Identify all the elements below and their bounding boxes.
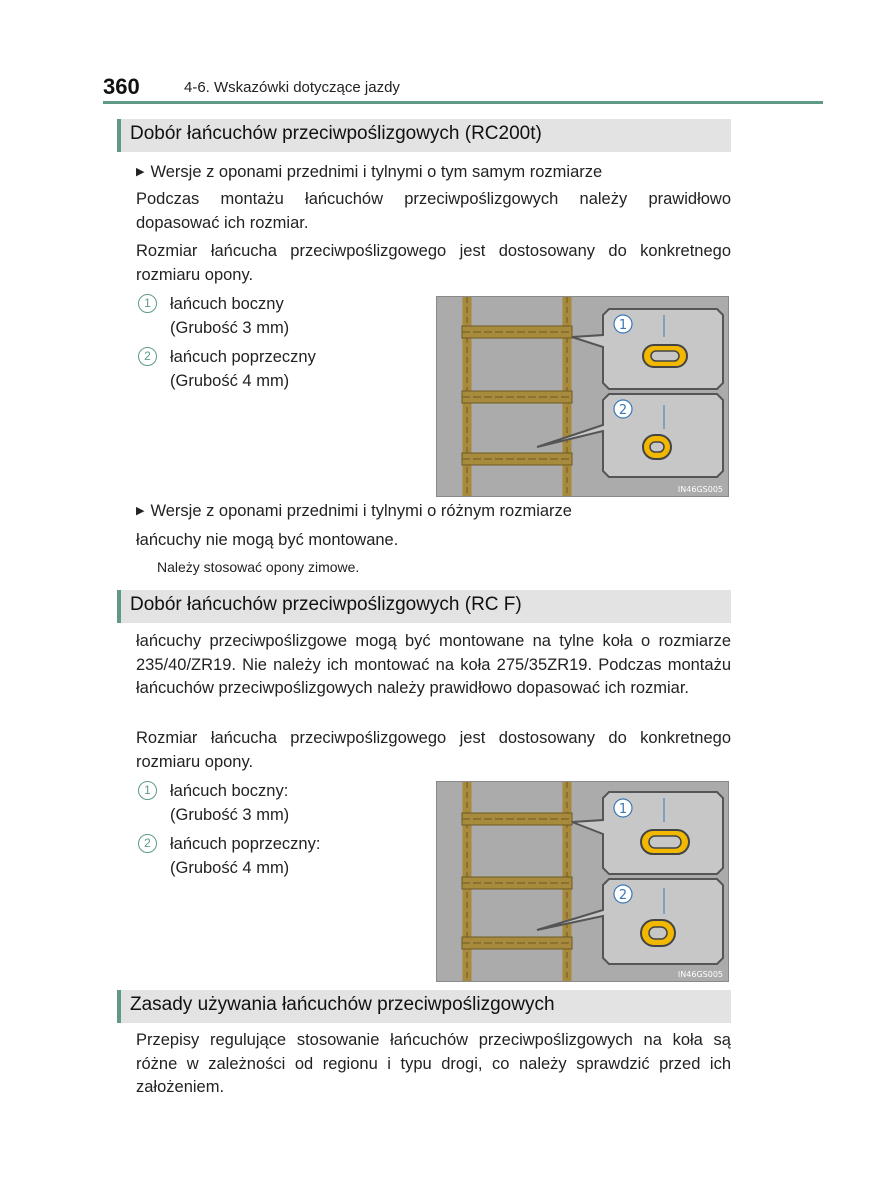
paragraph: Podczas montażu łańcuchów przeciwpoślizgowych należy prawidłowo dopasować ich rozmiar. <box>136 190 731 232</box>
header-rule <box>103 101 823 104</box>
bullet-different-size <box>136 500 572 523</box>
svg-text:1: 1 <box>618 318 628 333</box>
bullet-same-size <box>136 161 602 184</box>
triangle-bullet-icon: ▶ <box>136 505 145 517</box>
callout-label: łańcuch boczny: <box>170 782 289 800</box>
section-heading-rules <box>117 990 731 1023</box>
callout-label: łańcuch poprzeczny: <box>170 835 321 853</box>
running-title: 4-6. Wskazówki dotyczące jazdy <box>184 79 400 96</box>
section-title: Dobór łańcuchów przeciwpoślizgowych (RC200t) <box>130 123 542 144</box>
page-number: 360 <box>103 74 140 99</box>
callout-item <box>136 345 426 393</box>
section-title: Zasady używania łańcuchów przeciwpoślizgowych <box>130 994 555 1015</box>
callout-number: 2 <box>138 347 157 366</box>
bullet-text: Wersje z oponami przednimi i tylnymi o tym samym rozmiarze <box>150 163 603 181</box>
callout-detail: (Grubość 3 mm) <box>170 319 290 337</box>
callout-detail: (Grubość 4 mm) <box>170 372 290 390</box>
section-title: Dobór łańcuchów przeciwpoślizgowych (RC F) <box>130 594 522 615</box>
paragraph: Przepisy regulujące stosowanie łańcuchów przeciwpoślizgowych na koła są różne w zależności od regionu i typu drogi, co należy sprawdzić przed ich założeniem. <box>136 1031 731 1096</box>
figure-code: IN46GS005 <box>677 485 723 494</box>
paragraph: łańcuchy przeciwpoślizgowe mogą być montowane na tylne koła o rozmiarze 235/40/ZR19. Nie należy ich montować na koła 275/35ZR19. Podczas montażu łańcuchów przeciwpoślizgowych należy prawidłowo dopasować ich rozmiar. <box>136 632 731 697</box>
svg-text:2: 2 <box>618 403 628 418</box>
chain-figure-rcf <box>436 781 729 982</box>
paragraph: łańcuchy nie mogą być montowane. <box>136 531 399 549</box>
callout-list <box>136 779 426 880</box>
callout-number: 1 <box>138 781 157 800</box>
svg-text:1: 1 <box>618 802 628 817</box>
paragraph: Rozmiar łańcucha przeciwpoślizgowego jest dostosowany do konkretnego rozmiaru opony. <box>136 242 731 284</box>
section-heading-rcf <box>117 590 731 623</box>
callout-detail: (Grubość 3 mm) <box>170 806 290 824</box>
callout-item <box>136 832 426 880</box>
callout-label: łańcuch poprzeczny <box>170 348 316 366</box>
callout-number: 1 <box>138 294 157 313</box>
svg-text:2: 2 <box>618 888 628 903</box>
bullet-text: Wersje z oponami przednimi i tylnymi o różnym rozmiarze <box>150 502 572 520</box>
chain-figure-rc200t <box>436 296 729 497</box>
callout-label: łańcuch boczny <box>170 295 284 313</box>
triangle-bullet-icon: ▶ <box>136 166 145 178</box>
section-heading-rc200t <box>117 119 731 152</box>
paragraph: Rozmiar łańcucha przeciwpoślizgowego jest dostosowany do konkretnego rozmiaru opony. <box>136 729 731 771</box>
chain-illustration <box>437 782 728 981</box>
chain-illustration <box>437 297 728 496</box>
callout-item <box>136 292 426 340</box>
note-text: Należy stosować opony zimowe. <box>157 559 360 575</box>
callout-list <box>136 292 426 393</box>
figure-code: IN46GS005 <box>677 970 723 979</box>
callout-number: 2 <box>138 834 157 853</box>
callout-detail: (Grubość 4 mm) <box>170 859 290 877</box>
callout-item <box>136 779 426 827</box>
